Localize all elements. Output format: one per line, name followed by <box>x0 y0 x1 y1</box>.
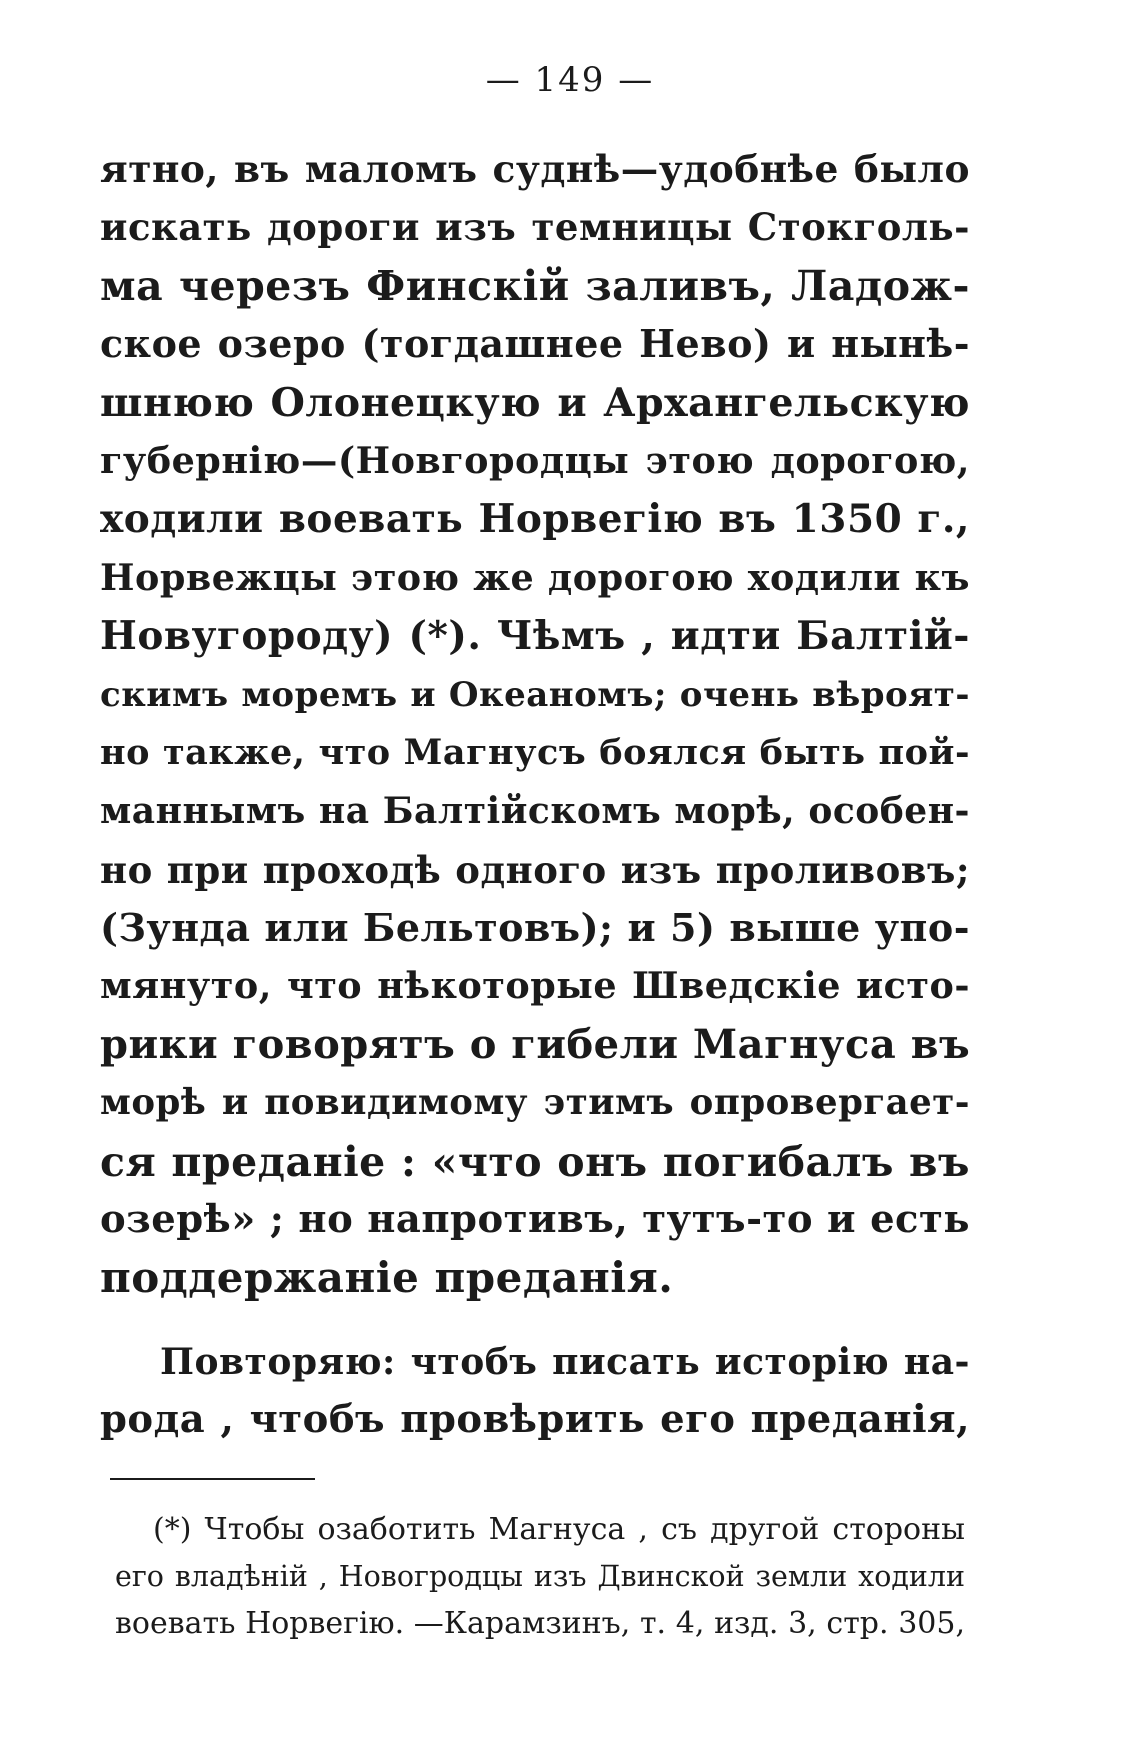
footnote-line: (*) Чтобы озаботить Магнуса , съ другой стороны <box>153 1512 965 1547</box>
text-line: рода , чтобъ провѣрить его преданія, <box>100 1397 970 1443</box>
text-line: озерѣ» ; но напротивъ, тутъ-то и есть <box>100 1197 970 1243</box>
text-line: (Зунда или Бельтовъ); и 5) выше упо- <box>100 905 970 951</box>
text-line: Повторяю: чтобъ писать исторію на- <box>160 1341 970 1383</box>
text-line: искать дороги изъ темницы Стокголь- <box>100 205 970 250</box>
text-line: Новугороду) (*). Чѣмъ , идти Балтій- <box>100 613 970 660</box>
page-number: — 149 — <box>485 60 655 100</box>
text-line: шнюю Олонецкую и Архангельскую <box>100 379 970 426</box>
text-line: но при проходѣ одного изъ проливовъ; <box>100 847 970 892</box>
text-line: ся преданіе : «что онъ погибалъ въ <box>100 1137 970 1186</box>
paragraph-2 <box>100 1333 970 1450</box>
text-line: мянуто, что нѣкоторые Шведскіе исто- <box>100 964 970 1008</box>
text-line: маннымъ на Балтійскомъ морѣ, особен- <box>100 790 970 833</box>
footnote-line: его владѣній , Новогродцы изъ Двинской земли ходили <box>115 1560 965 1593</box>
footnote-divider <box>110 1478 315 1480</box>
text-line: поддержаніе преданія. <box>100 1253 674 1303</box>
text-line: Норвежцы этою же дорогою ходили къ <box>100 555 970 599</box>
footnote <box>115 1506 965 1647</box>
text-line: ское озеро (тогдашнее Нево) и нынѣ- <box>100 321 970 367</box>
footnote-line: воевать Норвегію. —Карамзинъ, т. 4, изд. 3, стр. 305, <box>115 1606 965 1641</box>
paragraph-1 <box>100 140 970 1308</box>
text-line: морѣ и повидимому этимъ опровергает- <box>100 1082 970 1124</box>
text-line: рики говорятъ о гибели Магнуса въ <box>100 1020 971 1068</box>
text-line: скимъ моремъ и Океаномъ; очень вѣроят- <box>100 674 970 715</box>
text-line: но также, что Магнусъ боялся быть пой- <box>100 731 970 773</box>
text-line: ятно, въ маломъ суднѣ—удобнѣе было <box>100 147 970 191</box>
text-line: ма черезъ Финскій заливъ, Ладож- <box>100 261 970 310</box>
text-line: ходили воевать Норвегію въ 1350 г., <box>100 496 970 543</box>
text-line: губернію—(Новгородцы этою дорогою, <box>100 438 970 482</box>
